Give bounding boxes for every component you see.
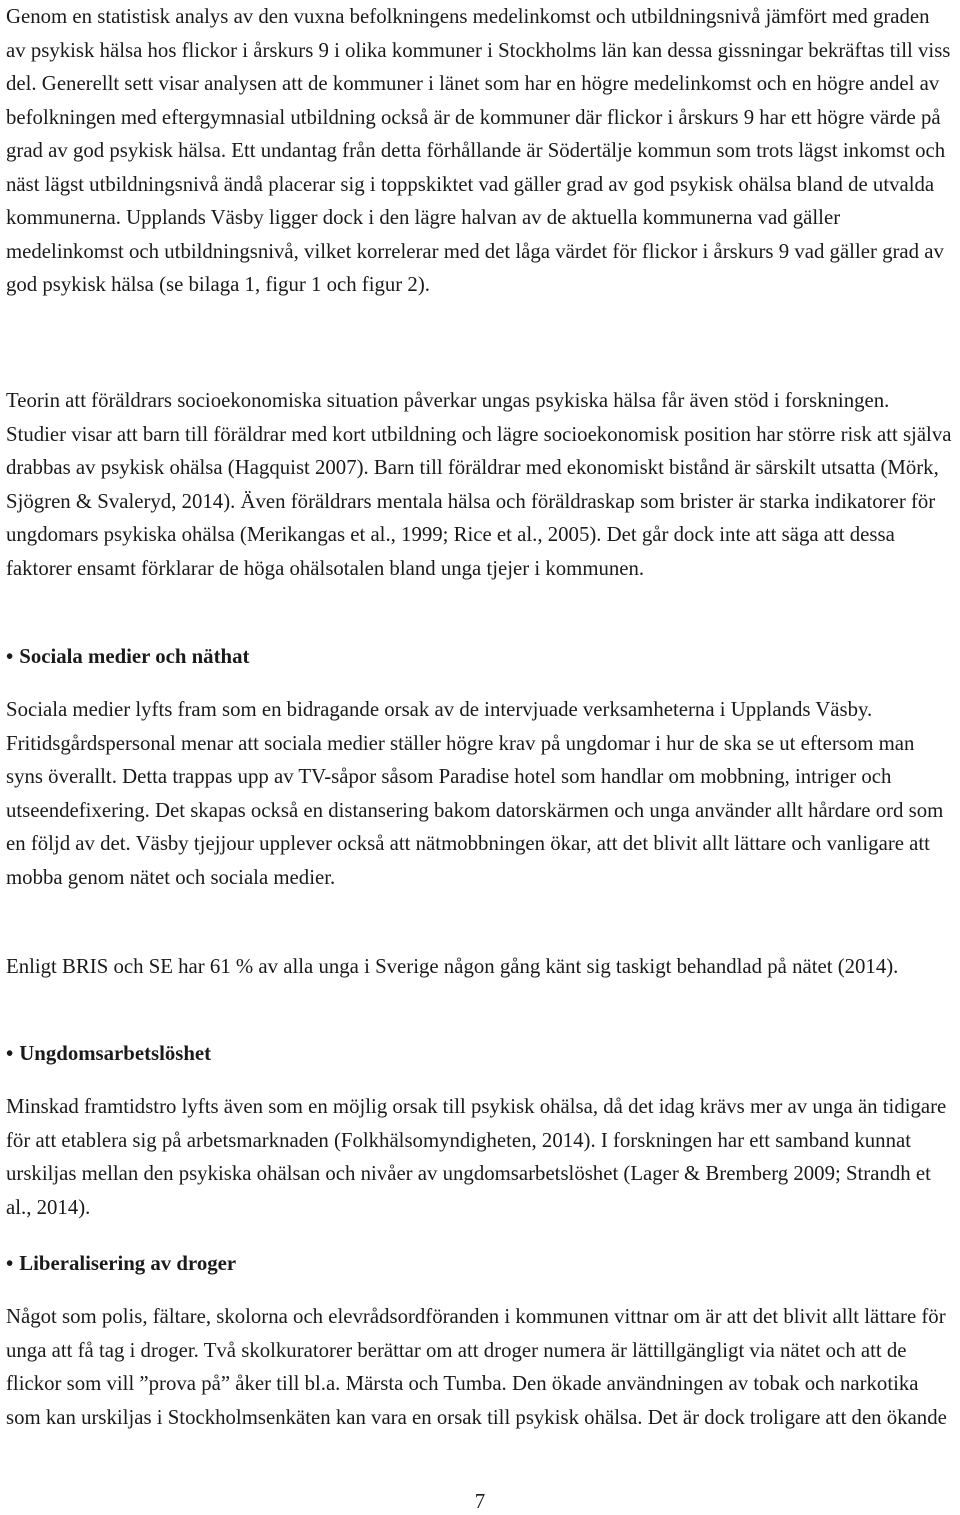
section-heading-drug-liberalization-label: Liberalisering av droger	[19, 1252, 237, 1275]
bullet-icon: •	[6, 1042, 14, 1065]
section-heading-social-media-label: Sociala medier och näthat	[19, 645, 250, 668]
paragraph-social-media: Sociala medier lyfts fram som en bidragande orsak av de intervjuade verksamheterna i Upplands Väsby. Fritidsgårdspersonal menar att sociala medier ställer högre krav på ungdomar i hur de ska se ut eftersom man syns överallt. Detta trappas upp av TV-såpor såsom Paradise hotel som handlar om mobbning, intriger och utseendefixering. Det skapas också en distansering bakom datorskärmen och unga använder allt hårdare ord som en följd av det. Väsby tjejjour upplever också att nätmobbningen ökar, att det blivit allt lättare och vanligare att mobba genom nätet och sociala medier.	[6, 698, 944, 889]
bullet-icon: •	[6, 645, 14, 668]
section-heading-youth-unemployment-label: Ungdomsarbetslöshet	[19, 1042, 212, 1065]
page-number: 7	[474, 1490, 486, 1513]
paragraph-parental-socioeconomics: Teorin att föräldrars socioekonomiska situation påverkar ungas psykiska hälsa får även stöd i forskningen. Studier visar att barn till föräldrar med kort utbildning och lägre socioekonomisk position har större risk att själva drabbas av psykisk ohälsa (Hagquist 2007). Barn till föräldrar med ekonomiskt bistånd är särskilt utsatta (Mörk, Sjögren & Svaleryd, 2014). Även föräldrars mentala hälsa och föräldraskap som brister är starka indikatorer för ungdomars psykiska ohälsa (Merikangas et al., 1999; Rice et al., 2005). Det går dock inte att säga att dessa faktorer ensamt förklarar de höga ohälsotalen bland unga tjejer i kommunen.	[6, 389, 952, 580]
paragraph-socioeconomic-analysis: Genom en statistisk analys av den vuxna befolkningens medelinkomst och utbildningsnivå jämfört med graden av psykisk hälsa hos flickor i årskurs 9 i olika kommuner i Stockholms län kan dessa gissningar bekräftas till viss del. Generellt sett visar analysen att de kommuner i länet som har en högre medelinkomst och en högre andel av befolkningen med eftergymnasial utbildning också är de kommuner där flickor i årskurs 9 har ett högre värde på grad av god psykisk hälsa. Ett undantag från detta förhållande är Södertälje kommun som trots lägst inkomst och näst lägst utbildningsnivå ändå placerar sig i toppskiktet vad gäller grad av god psykisk ohälsa bland de utvalda kommunerna. Upplands Väsby ligger dock i den lägre halvan av de aktuella kommunerna vad gäller medelinkomst och utbildningsnivå, vilket korrelerar med det låga värdet för flickor i årskurs 9 vad gäller grad av god psykisk hälsa (se bilaga 1, figur 1 och figur 2).	[6, 5, 951, 296]
section-heading-drug-liberalization	[6, 1247, 952, 1281]
paragraph-bris-statistic: Enligt BRIS och SE har 61 % av alla unga i Sverige någon gång känt sig taskigt behandlad på nätet (2014).	[6, 955, 899, 978]
paragraph-drug-liberalization: Något som polis, fältare, skolorna och elevrådsordföranden i kommunen vittnar om är att det blivit allt lättare för unga att få tag i droger. Två skolkuratorer berättar om att droger numera är lättillgängligt via nätet och att de flickor som vill ”prova på” åker till bl.a. Märsta och Tumba. Den ökade användningen av tobak och narkotika som kan urskiljas i Stockholmsenkäten kan vara en orsak till psykisk ohälsa. Det är dock troligare att den ökande	[6, 1305, 947, 1429]
section-heading-youth-unemployment	[6, 1037, 952, 1071]
bullet-icon: •	[6, 1252, 14, 1275]
section-heading-social-media	[6, 640, 952, 674]
paragraph-youth-unemployment: Minskad framtidstro lyfts även som en möjlig orsak till psykisk ohälsa, då det idag krävs mer av unga än tidigare för att etablera sig på arbetsmarknaden (Folkhälsomyndigheten, 2014). I forskningen har ett samband kunnat urskiljas mellan den psykiska ohälsan och nivåer av ungdomsarbetslöshet (Lager & Bremberg 2009; Strandh et al., 2014).	[6, 1095, 947, 1219]
